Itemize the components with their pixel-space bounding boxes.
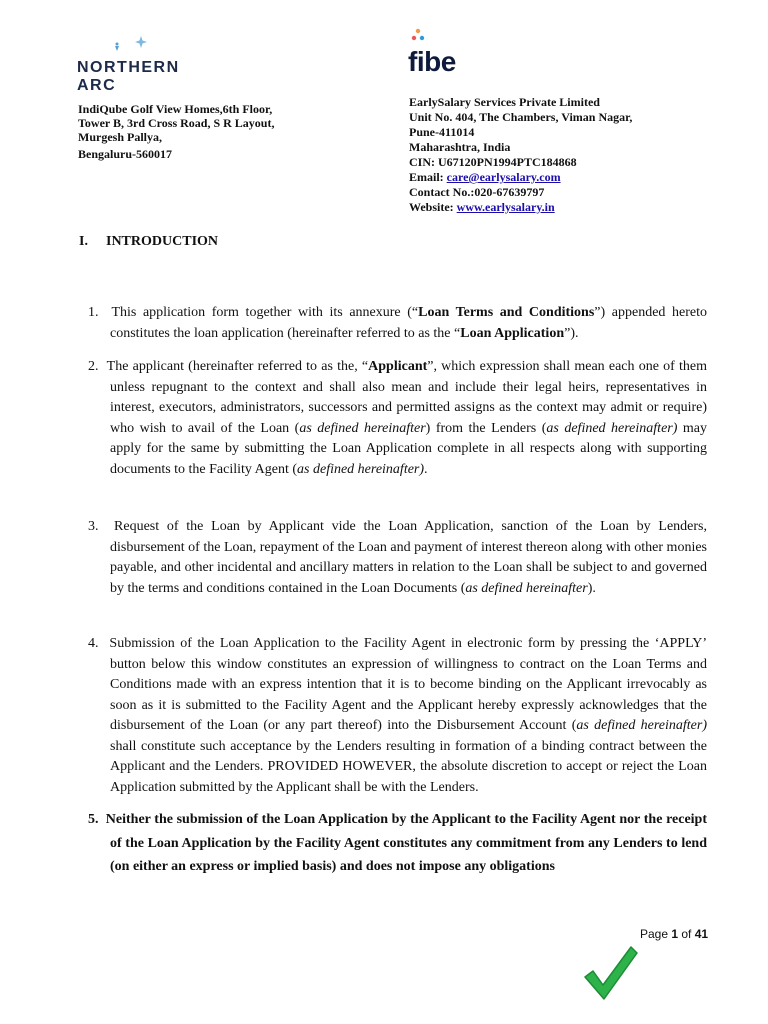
paragraph-5 xyxy=(88,808,707,879)
italic-term: as defined hereinafter xyxy=(299,420,426,436)
paragraph-number: 3. xyxy=(88,519,99,534)
cin-line: CIN: U67120PN1994PTC184868 xyxy=(409,155,577,169)
text-run: The applicant (hereinafter referred to as the, “ xyxy=(106,359,369,374)
email-label: Email: xyxy=(409,170,447,184)
address-line: Pune-411014 xyxy=(409,125,475,139)
paragraph-number: 1. xyxy=(88,305,99,320)
address-line: Tower B, 3rd Cross Road, S R Layout, xyxy=(78,116,275,130)
section-heading xyxy=(79,234,218,250)
paragraph-number: 5. xyxy=(88,812,99,827)
section-title: INTRODUCTION xyxy=(106,234,219,249)
total-pages: 41 xyxy=(694,927,709,941)
contact-line: Contact No.:020-67639797 xyxy=(409,185,545,199)
stars-icon xyxy=(99,32,179,56)
italic-term: as defined hereinafter) xyxy=(546,420,678,436)
text-run: ). xyxy=(587,580,596,596)
paragraph-2 xyxy=(88,357,707,480)
paragraph-4 xyxy=(88,634,707,798)
text-run: ”, which expression shall mean each one of them unless repugnant to the context and shall also mean and include their legal heirs, representatives in interest, executors, administrators, successors and permitted assigns as the context may admit or require) who wish to avail of the Loan ( xyxy=(110,359,707,436)
email-line xyxy=(409,170,632,185)
website-label: Website: xyxy=(409,200,457,214)
italic-term: as defined hereinafter xyxy=(465,580,588,596)
paragraph-1 xyxy=(88,303,707,344)
bold-term: Loan Application xyxy=(460,325,565,341)
section-number: I. xyxy=(79,234,88,249)
address-line: Murgesh Pallya, xyxy=(78,130,162,144)
page-number xyxy=(640,927,708,941)
logo-text-northern: NORTHERN xyxy=(77,59,180,76)
email-link[interactable]: care@earlysalary.com xyxy=(446,170,561,184)
website-link[interactable]: www.earlysalary.in xyxy=(456,200,555,214)
address-line: Maharashtra, India xyxy=(409,140,511,154)
address-line: Unit No. 404, The Chambers, Viman Nagar, xyxy=(409,110,633,124)
text-run: . xyxy=(424,461,428,477)
page-label: Page xyxy=(640,927,672,941)
paragraph-number: 4. xyxy=(88,636,99,651)
dots-icon xyxy=(410,28,440,48)
paragraph-number: 2. xyxy=(88,359,99,374)
checkmark-icon-svg xyxy=(581,941,641,1001)
italic-term: as defined hereinafter) xyxy=(297,461,425,477)
current-page: 1 xyxy=(671,927,679,941)
text-run: may apply for the same by submitting the Loan Application complete in all respects along with supporting documents to the Facility Agent ( xyxy=(110,420,707,477)
fibe-logo xyxy=(408,28,498,78)
checkmark-icon xyxy=(581,941,641,1001)
italic-term: as defined hereinafter) xyxy=(576,718,707,733)
text-run: This application form together with its annexure (“ xyxy=(111,305,419,320)
paragraph-3 xyxy=(88,517,707,599)
text-run: ) from the Lenders ( xyxy=(425,420,547,436)
website-line xyxy=(409,200,632,215)
earlysalary-address xyxy=(409,95,632,215)
text-run: ”) appended hereto constitutes the loan application (hereinafter referred to as the “ xyxy=(110,305,707,341)
of-label: of xyxy=(678,927,695,941)
bold-term: Applicant xyxy=(368,359,428,374)
text-run: shall constitute such acceptance by the Lenders resulting in formation of a binding contract between the Applicant and the Lenders. PROVIDED HOWEVER, the absolute discretion to accept or reject the Loan Application submitted by the Applicant shall be with the Lenders. xyxy=(110,738,707,795)
bold-term: Loan Terms and Conditions xyxy=(418,305,595,320)
text-run: Request of the Loan by Applicant vide the Loan Application, sanction of the Loan by Lenders, disbursement of the Loan, repayment of the Loan and payment of interest thereon along with other monies payable, and other incidental and ancillary matters in relation to the Loan shall be subject to and governed by the terms and conditions contained in the Loan Documents ( xyxy=(110,519,707,596)
address-line: Bengaluru-560017 xyxy=(78,147,173,161)
address-line: IndiQube Golf View Homes,6th Floor, xyxy=(78,102,273,116)
text-run: Submission of the Loan Application to the Facility Agent in electronic form by pressing the ‘APPLY’ button below this window constitutes an expression of willingness to contract on the Loan Terms and Conditions made with an express intention that it is to become binding on the Applicant irrevocably as soon as it is submitted to the Facility Agent and the Applicant hereby expressly acknowledges that the disbursement of the Loan (or any part thereof) into the Disbursement Account ( xyxy=(109,636,707,733)
logo-text-arc: ARC xyxy=(77,77,117,94)
northern-arc-address xyxy=(78,102,308,161)
fibe-logo-text: fibe xyxy=(408,46,456,77)
text-run: Neither the submission of the Loan Application by the Applicant to the Facility Agent nor the receipt of the Loan Application by the Facility Agent constitutes any commitment from any Lenders to lend (on either an express or implied basis) and does not impose any obligations xyxy=(105,812,708,874)
northern-arc-logo xyxy=(77,32,197,96)
text-run: ”). xyxy=(564,325,579,341)
company-name: EarlySalary Services Private Limited xyxy=(409,95,600,109)
